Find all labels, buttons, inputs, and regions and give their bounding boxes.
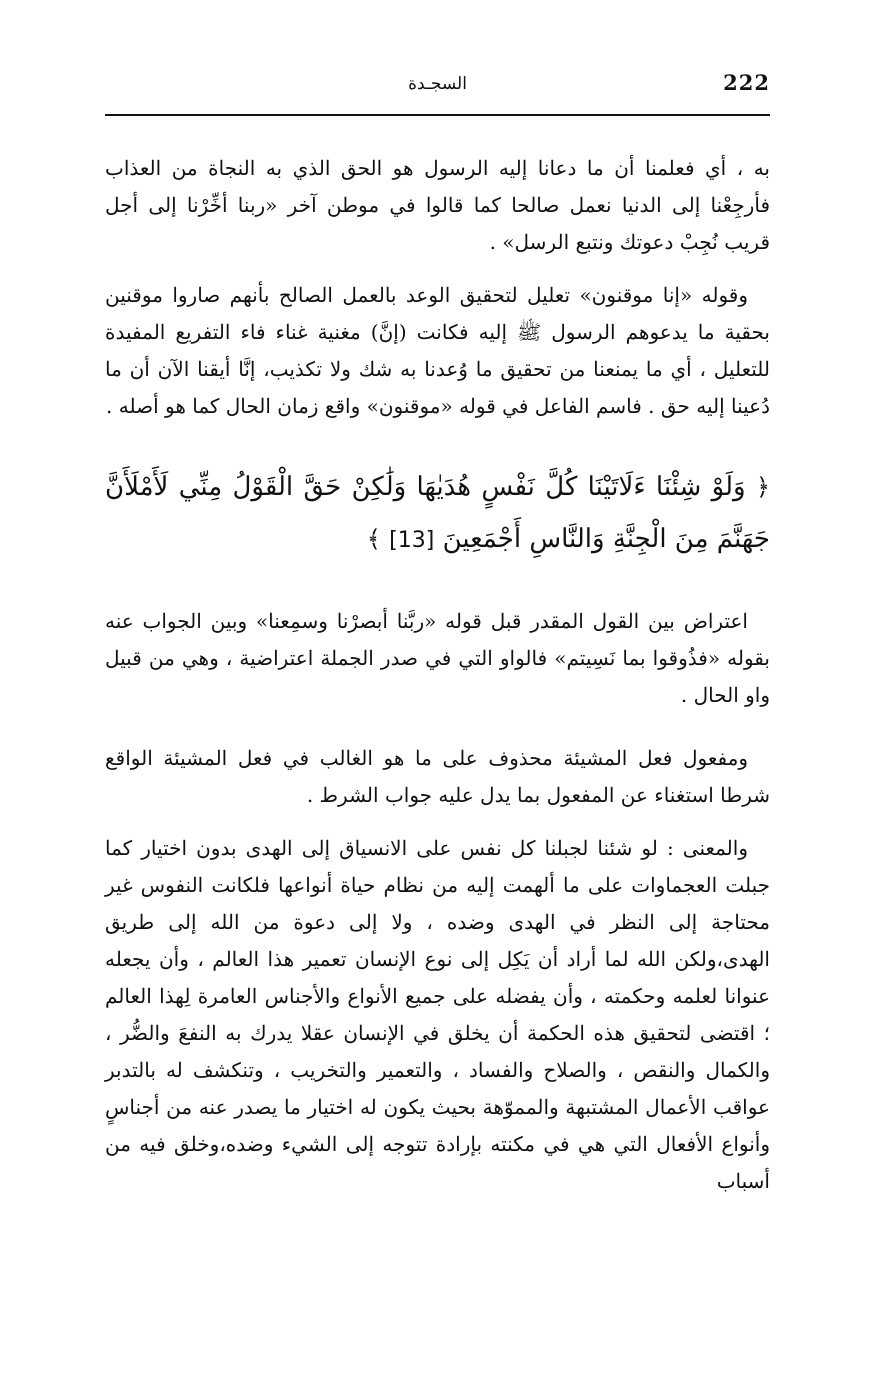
spacer — [105, 714, 770, 740]
paragraph-1: به ، أي فعلمنا أن ما دعانا إليه الرسول هو الحق الذي به النجاة من العذاب فأرجِعْنا إلى الدنيا نعمل صالحا كما قالوا في موطن آخر «ربنا أخِّرْنا إلى أجل قريب نُجِبْ دعوتك ونتبع الرسل» . — [105, 156, 770, 254]
verse-number: [13] — [389, 528, 435, 553]
paragraph-3: اعتراض بين القول المقدر قبل قوله «ربَّنا أبصرْنا وسمِعنا» وبين الجواب عنه بقوله «فذُوقوا بما نَسِيتم» فالواو التي في صدر الجملة اعتراضية ، وهي من قبيل واو الحال . — [105, 609, 770, 707]
spacer — [105, 261, 770, 277]
spacer — [105, 814, 770, 830]
verse-close-bracket: ﴾ — [366, 525, 381, 553]
paragraph-5: والمعنى : لو شئنا لجبلنا كل نفس على الانسياق إلى الهدى بدون اختيار كما جبلت العجماوات على ما ألهمت إليه من نظام حياة أنواعها فلكانت النفوس غير محتاجة إلى النظر في الهدى وضده ، ولا إلى دعوة من الله إلى طريق الهدى،ولكن الله لما أراد أن يَكِل إلى نوع الإنسان تعمير هذا العالم ، وأن يجعله عنوانا لعلمه وحكمته ، وأن يفضله على جميع الأنواع والأجناس العامرة لِهذا العالم ؛ اقتضى لتحقيق هذه الحكمة أن يخلق في الإنسان عقلا يدرك به النفعَ والضُّر ، والكمال والنقص ، والصلاح والفساد ، والتعمير والتخريب ، وتنكشف له بالتدبر عواقب الأعمال المشتبهة والمموّهة بحيث يكون له اختيار ما يصدر عنه من أجناسٍ وأنواع الأفعال التي هي في مكنته بإرادة تتوجه إلى الشيء وضده،وخلق فيه من أسباب — [105, 836, 770, 1193]
quran-verse — [105, 461, 770, 567]
page-body — [105, 150, 770, 1200]
paragraph-2: وقوله «إنا موقنون» تعليل لتحقيق الوعد بالعمل الصالح بأنهم صاروا موقنين بحقية ما يدعوهم الرسول ﷺ إليه فكانت (إنَّ) مغنية غناء فاء التفريع المفيدة للتعليل ، أي ما يمنعنا من تحقيق ما وُعدنا به شك ولا تكذيب، إنَّا أيقنا الآن أن ما دُعينا إليه حق . فاسم الفاعل في قوله «موقنون» واقع زمان الحال كما هو أصله . — [105, 283, 770, 418]
verse-open-bracket: ﴿ — [755, 473, 771, 501]
page-number: 222 — [723, 70, 770, 95]
paragraph-4: ومفعول فعل المشيئة محذوف على ما هو الغالب في فعل المشيئة الواقع شرطا استغناء عن المفعول بما يدل عليه جواب الشرط . — [105, 746, 770, 807]
running-title: السجـدة — [408, 74, 467, 94]
spacer — [105, 425, 770, 461]
spacer — [105, 567, 770, 603]
header-divider — [105, 114, 770, 116]
page-header — [105, 70, 770, 106]
verse-text: وَلَوْ شِئْنَا ءَلَاتَيْنَا كُلَّ نَفْسٍ هُدَيٰهَا وَلَٰكِنْ حَقَّ الْقَوْلُ مِنِّي لَأَمْلَأَنَّ جَهَنَّمَ مِنَ الْجِنَّةِ وَالنَّاسِ أَجْمَعِينَ — [105, 472, 770, 554]
